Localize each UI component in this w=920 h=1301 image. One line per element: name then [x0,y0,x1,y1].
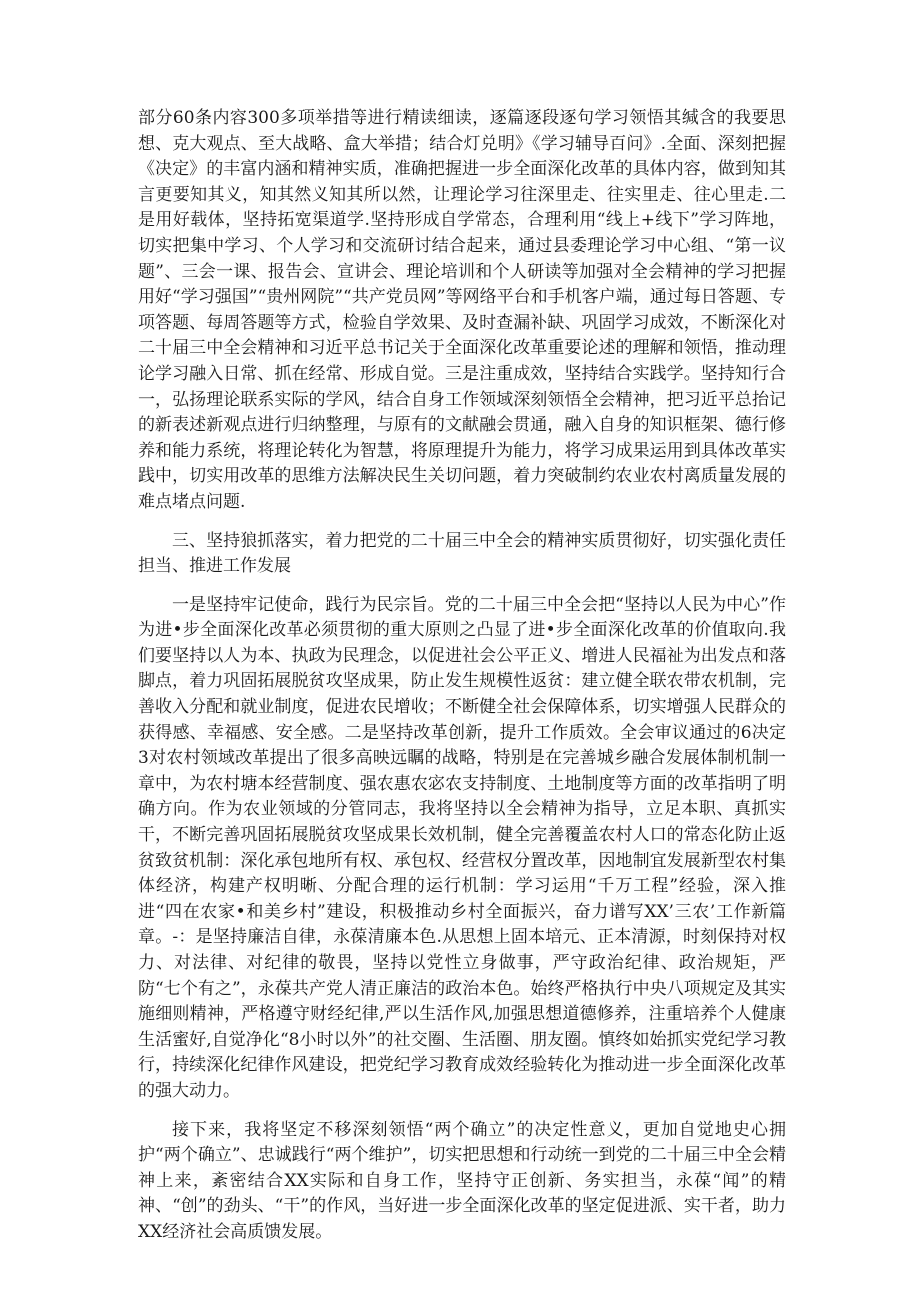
document-page [138,106,786,1246]
body-paragraph-study-methods: 部分60条内容300多项举措等进行精读细读，逐篇逐段逐句学习领悟其缄含的我要思想、克大观点、至大战略、盒大举措；结合灯兑明》《学习辅导百问》.全面、深刻把握《决定》的丰富内涵和精神实质，准确把握进一步全面深化改革的具体内容，做到知其言更要知其义，知其然义知其所以然，让理论学习往深里走、往实里走、往心里走.二是用好载体，坚持拓宽渠道学.坚持形成自学常态，合理利用“线上+线下”学习阵地，切实把集中学习、个人学习和交流研讨结合起来，通过县委理论学习中心组、“第一议题”、三会一课、报告会、宣讲会、理论培训和个人研读等加强对全会精神的学习把握 用好“学习强国”“贵州网院”“共产党员网”等网络平台和手机客户端，通过每日答题、专项答题、每周答题等方式，检验自学效果、及时查漏补缺、巩固学习成效，不断深化对二十届三中全会精神和习近平总书记关于全面深化改革重要论述的理解和领悟，推动理论学习融入日常、抓在经常、形成自觉。三是注重成效，坚持结合实践学。坚持知行合一，弘扬理论联系实际的学风，结合自身工作领域深刻领悟全会精神，把习近平总抬记的新表述新观点进行归纳整理，与原有的文献融会贯通，融入自身的知识框架、德行修养和能力系统，将理论转化为智慧，将原理提升为能力，将学习成果运用到具体改革实践中，切实用改革的思维方法解决民生关切问题，着力突破制约农业农村离质量发展的难点堵点问题. [138,108,786,512]
body-paragraph-conclusion: 接下来，我将坚定不移深刻领悟“两个确立”的决定性意义，更加自觉地史心拥护“两个确立”、忠诚践行“两个维护”，切实把思想和行动统一到党的二十届三中全会精神上来，紊密结合XX实际和自身工作，坚持守正创新、务实担当，永葆“闻”的精神、“创”的劲头、“干”的作风，当好进一步全面深化改革的坚定促进派、实干者，助力XX经济社会高质馈发展。 [138,1119,786,1242]
section-heading-implementation: 三、坚持狼抓落实，着力把党的二十届三中全会的精神实质贯彻好，切实强化责任担当、推进工作发展 [138,530,786,577]
body-paragraph-mission-reform-integrity: 一是坚持牢记使命，践行为民宗旨。党的二十届三中全会把“坚持以人民为中心”作为进•步全面深化改革必须贯彻的重大原则之凸显了进•步全面深化改革的价值取向.我们要坚持以人为本、执政为民理念，以促进社会公平正义、增进人民福祉为出发点和落脚点，着力巩固拓展脱贫攻坚成果，防止发生规模性返贫：建立健全联农带农机制，完善收入分配和就业制度，促进农民增收；不断健全社会保障体系，切实增强人民群众的获得感、幸福感、安全感。二是坚持改革创新，提升工作质效。全会审议通过的6决定3对农村领域改革提出了很多高映远瞩的战略，特别是在完善城乡融合发展体制机制一章中，为农村塘本经营制度、强农惠农宓农支持制度、土地制度等方面的改革指明了明确方向。作为农业领域的分管同志，我将坚持以全会精神为指导，立足本职、真抓实干，不断完善巩固拓展脱贫攻坚成果长效机制，健全完善覆盖农村人口的常态化防止返贫致贫机制：深化承包地所有权、承包权、经营权分置改革，因地制宜发展新型农村集体经济，构建产权明晰、分配合理的运行机制：学习运用“千万工程”经验，深入推进“四在农家•和美乡村”建设，积极推动乡村全面振兴，奋力谱写XX’三农’工作新篇章。-：是坚持廉洁自律，永葆清廉本色.从思想上固本培元、正本清源，时刻保持对权力、对法律、对纪律的敬畏，坚持以党性立身做事，严守政治纪律、政治规矩，严防“七个有之”，永葆共产党人清正廉洁的政治本色。始终严格执行中央八项规定及其实施细则精神，严格遵守财经纪律,严以生活作风,加强思想道德修养，注重培养个人健康生活蜜好,自觉净化“8小时以外”的社交圈、生活圈、朋友圈。慎终如始抓实党纪学习教行，持续深化纪律作风建设，把党纪学习教育成效经验转化为推动进一步全面深化改革的强大动力。 [138,594,786,1101]
